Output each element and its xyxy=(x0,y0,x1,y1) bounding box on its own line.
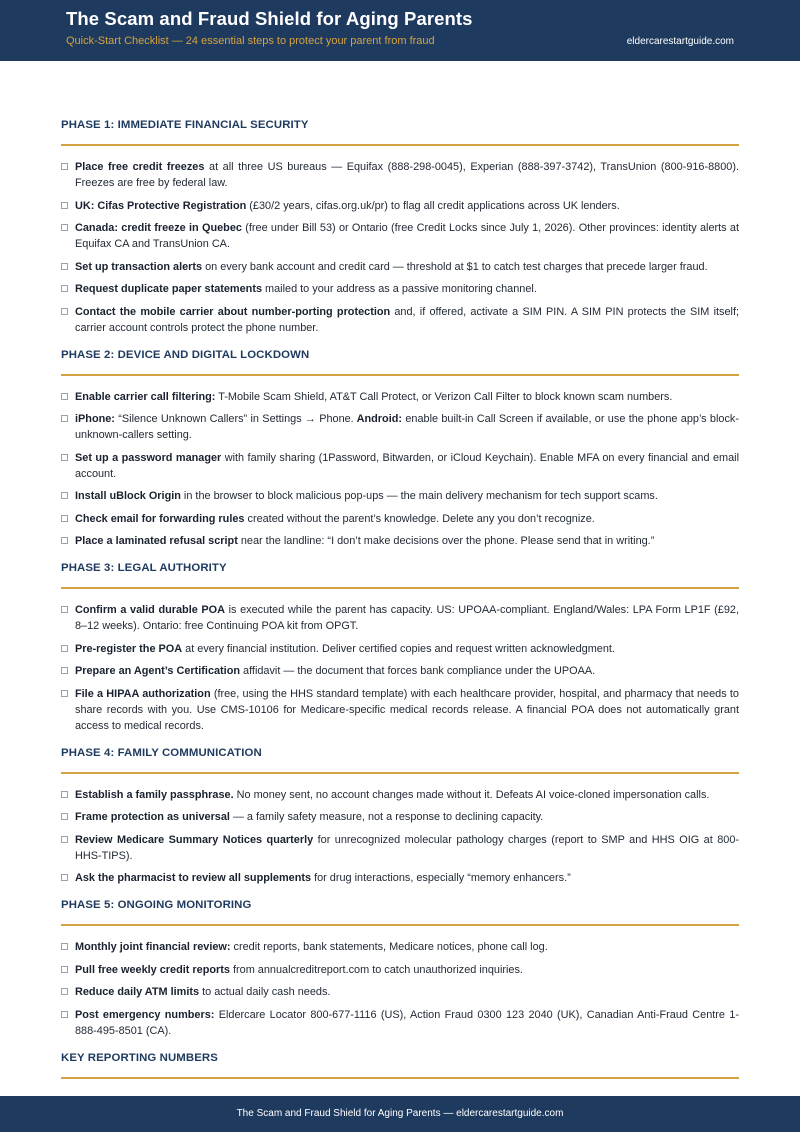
item-heading: Android: xyxy=(353,413,403,425)
checkbox-icon[interactable] xyxy=(61,606,68,613)
site-url: eldercarestartguide.com xyxy=(626,36,734,47)
section-title: PHASE 4: FAMILY COMMUNICATION xyxy=(61,746,262,759)
checklist-item xyxy=(61,389,739,405)
checklist-item xyxy=(61,686,739,734)
checklist-item xyxy=(61,259,739,275)
checkbox-icon[interactable] xyxy=(61,943,68,950)
checkbox-icon[interactable] xyxy=(61,393,68,400)
checklist-item xyxy=(61,411,739,443)
checklist-item xyxy=(61,533,739,549)
checklist-item xyxy=(61,939,739,955)
checklist-content xyxy=(61,116,739,1092)
item-heading: Pre-register the POA xyxy=(75,642,183,655)
section-divider xyxy=(61,924,739,926)
checkbox-icon[interactable] xyxy=(61,263,68,270)
item-text: (free, using the HHS standard template) with each healthcare provider, hospital, and pharmacy that needs to share records with you. Use CMS-10106 for Medicare-specific medical records release. A financial POA does not automatically grant access to medical records. xyxy=(75,687,739,732)
checklist-section xyxy=(61,896,739,1039)
checkbox-icon[interactable] xyxy=(61,874,68,881)
checklist-item xyxy=(61,198,739,214)
checkbox-icon[interactable] xyxy=(61,966,68,973)
item-heading: Set up transaction alerts xyxy=(75,260,203,273)
item-text: and, if offered, activate a SIM PIN. A SIM PIN protects the SIM itself; carrier account controls protect the phone number. xyxy=(75,305,739,334)
item-text: at every financial institution. Deliver certified copies and request written acknowledgment. xyxy=(182,642,615,655)
item-heading: Canada: credit freeze in Quebec xyxy=(75,222,242,234)
checkbox-icon[interactable] xyxy=(61,454,68,461)
item-text: with family sharing (1Password, Bitwarden, or iCloud Keychain). Enable MFA on every financial and email account. xyxy=(75,451,740,480)
item-heading: Reduce daily ATM limits xyxy=(75,986,200,998)
item-text: for unrecognized molecular pathology charges (report to SMP and HHS OIG at 800-HHS-TIPS). xyxy=(75,833,739,862)
checkbox-icon[interactable] xyxy=(61,690,68,697)
checklist-item xyxy=(61,984,739,1000)
checklist-item xyxy=(61,220,739,252)
checkbox-icon[interactable] xyxy=(61,202,68,209)
checkbox-icon[interactable] xyxy=(61,515,68,522)
item-text: — a family safety measure, not a response to declining capacity. xyxy=(229,811,544,823)
checklist-item xyxy=(61,511,739,527)
checklist-item xyxy=(61,832,739,864)
section-title: PHASE 2: DEVICE AND DIGITAL LOCKDOWN xyxy=(61,348,310,361)
checklist-item xyxy=(61,663,739,679)
item-text: “Silence Unknown Callers” in Settings → Phone. xyxy=(114,413,354,425)
checklist-item xyxy=(61,159,739,191)
item-heading: Frame protection as universal xyxy=(75,811,230,823)
document-subtitle: Quick-Start Checklist — 24 essential steps to protect your parent from fraud xyxy=(66,35,435,47)
section-title: PHASE 5: ONGOING MONITORING xyxy=(61,899,252,911)
section-divider xyxy=(61,1077,739,1079)
item-text: at all three US bureaus — Equifax (888-298-0045), Experian (888-397-3742), TransUnion (800-916-8800). Freezes are free by federal law. xyxy=(75,161,739,189)
checkbox-icon[interactable] xyxy=(61,224,68,231)
checklist-item xyxy=(61,787,739,803)
checkbox-icon[interactable] xyxy=(61,308,68,315)
item-text: credit reports, bank statements, Medicare notices, phone call log. xyxy=(230,941,548,953)
item-heading: Enable carrier call filtering: xyxy=(75,390,216,403)
item-heading: Set up a password manager xyxy=(75,451,222,464)
checklist-section xyxy=(61,1049,739,1079)
checklist-section xyxy=(61,744,739,887)
item-heading: Confirm a valid durable POA xyxy=(75,604,225,616)
section-divider xyxy=(61,587,739,589)
item-text: No money sent, no account changes made without it. Defeats AI voice-cloned impersonation calls. xyxy=(233,788,710,801)
item-text: Eldercare Locator 800-677-1116 (US), Action Fraud 0300 123 2040 (UK), Canadian Anti-Fraud Centre 1-888-495-8501 (CA). xyxy=(75,1008,739,1037)
checkbox-icon[interactable] xyxy=(61,415,68,422)
checklist-item xyxy=(61,602,739,634)
checkbox-icon[interactable] xyxy=(61,537,68,544)
item-heading: Pull free weekly credit reports xyxy=(75,963,230,976)
checklist-item xyxy=(61,304,739,336)
item-heading: Contact the mobile carrier about number-porting protection xyxy=(75,305,391,318)
item-heading: Check email for forwarding rules xyxy=(75,512,245,525)
item-heading: iPhone: xyxy=(75,413,115,425)
checkbox-icon[interactable] xyxy=(61,836,68,843)
item-text: (£30/2 years, cifas.org.uk/pr) to flag all credit applications across UK lenders. xyxy=(246,199,620,212)
page-header xyxy=(0,0,800,61)
checkbox-icon[interactable] xyxy=(61,285,68,292)
item-text: for drug interactions, especially “memory enhancers.” xyxy=(311,872,571,884)
item-heading: Review Medicare Summary Notices quarterly xyxy=(75,833,314,846)
checklist-section xyxy=(61,346,739,550)
checklist-section xyxy=(61,559,739,734)
section-title: PHASE 1: IMMEDIATE FINANCIAL SECURITY xyxy=(61,119,309,131)
item-heading: UK: Cifas Protective Registration xyxy=(75,199,247,212)
item-heading: Request duplicate paper statements xyxy=(75,283,263,295)
checklist-item xyxy=(61,1007,739,1039)
item-heading: Install uBlock Origin xyxy=(75,490,181,502)
item-text: to actual daily cash needs. xyxy=(199,986,331,998)
section-divider xyxy=(61,144,739,146)
checklist-item xyxy=(61,962,739,978)
document-title: The Scam and Fraud Shield for Aging Parents xyxy=(66,8,473,29)
section-title: PHASE 3: LEGAL AUTHORITY xyxy=(61,562,227,574)
item-text: (free under Bill 53) or Ontario (free Credit Locks since July 1, 2026). Other provinces: identity alerts at Equifax CA and TransUnion CA. xyxy=(75,222,739,250)
item-text: from annualcreditreport.com to catch unauthorized inquiries. xyxy=(229,963,523,976)
page-footer xyxy=(0,1096,800,1132)
checkbox-icon[interactable] xyxy=(61,813,68,820)
item-heading: File a HIPAA authorization xyxy=(75,687,211,700)
checklist-item xyxy=(61,488,739,504)
item-heading: Place free credit freezes xyxy=(75,161,205,173)
item-text: in the browser to block malicious pop-ups — the main delivery mechanism for tech support scams. xyxy=(180,490,658,502)
checklist-item xyxy=(61,450,739,482)
checkbox-icon[interactable] xyxy=(61,791,68,798)
checkbox-icon[interactable] xyxy=(61,645,68,652)
item-text: near the landline: “I don’t make decisions over the phone. Please send that in writing.” xyxy=(237,535,655,547)
item-heading: Prepare an Agent’s Certification xyxy=(75,665,241,677)
checklist-section xyxy=(61,116,739,336)
checkbox-icon[interactable] xyxy=(61,163,68,170)
item-heading: Monthly joint financial review: xyxy=(75,941,231,953)
checkbox-icon[interactable] xyxy=(61,988,68,995)
item-text: is executed while the parent has capacity. US: UPOAA-compliant. England/Wales: LPA Form LP1F (£92, 8–12 weeks). Ontario: free Continuing POA kit from OPGT. xyxy=(75,604,739,632)
item-heading: Post emergency numbers: xyxy=(75,1008,215,1021)
item-text: mailed to your address as a passive monitoring channel. xyxy=(262,283,537,295)
item-text: affidavit — the document that forces bank compliance under the UPOAA. xyxy=(240,665,596,677)
section-divider xyxy=(61,772,739,774)
item-heading: Place a laminated refusal script xyxy=(75,535,238,547)
checklist-item xyxy=(61,281,739,297)
footer-text: The Scam and Fraud Shield for Aging Parents — eldercarestartguide.com xyxy=(236,1108,564,1119)
checklist-item xyxy=(61,870,739,886)
checkbox-icon[interactable] xyxy=(61,667,68,674)
item-text: enable built-in Call Screen if available, or use the phone app’s block-unknown-callers setting. xyxy=(75,413,739,441)
section-title: KEY REPORTING NUMBERS xyxy=(61,1051,218,1064)
checklist-item xyxy=(61,641,739,657)
item-heading: Ask the pharmacist to review all supplements xyxy=(75,872,312,884)
item-text: on every bank account and credit card — threshold at $1 to catch test charges that precede larger fraud. xyxy=(202,260,708,273)
item-text: created without the parent’s knowledge. Delete any you don’t recognize. xyxy=(244,512,595,525)
checkbox-icon[interactable] xyxy=(61,1011,68,1018)
checklist-item xyxy=(61,809,739,825)
item-text: T-Mobile Scam Shield, AT&T Call Protect, or Verizon Call Filter to block known scam numbers. xyxy=(215,390,673,403)
item-heading: Establish a family passphrase. xyxy=(75,788,234,801)
checkbox-icon[interactable] xyxy=(61,492,68,499)
section-divider xyxy=(61,374,739,376)
